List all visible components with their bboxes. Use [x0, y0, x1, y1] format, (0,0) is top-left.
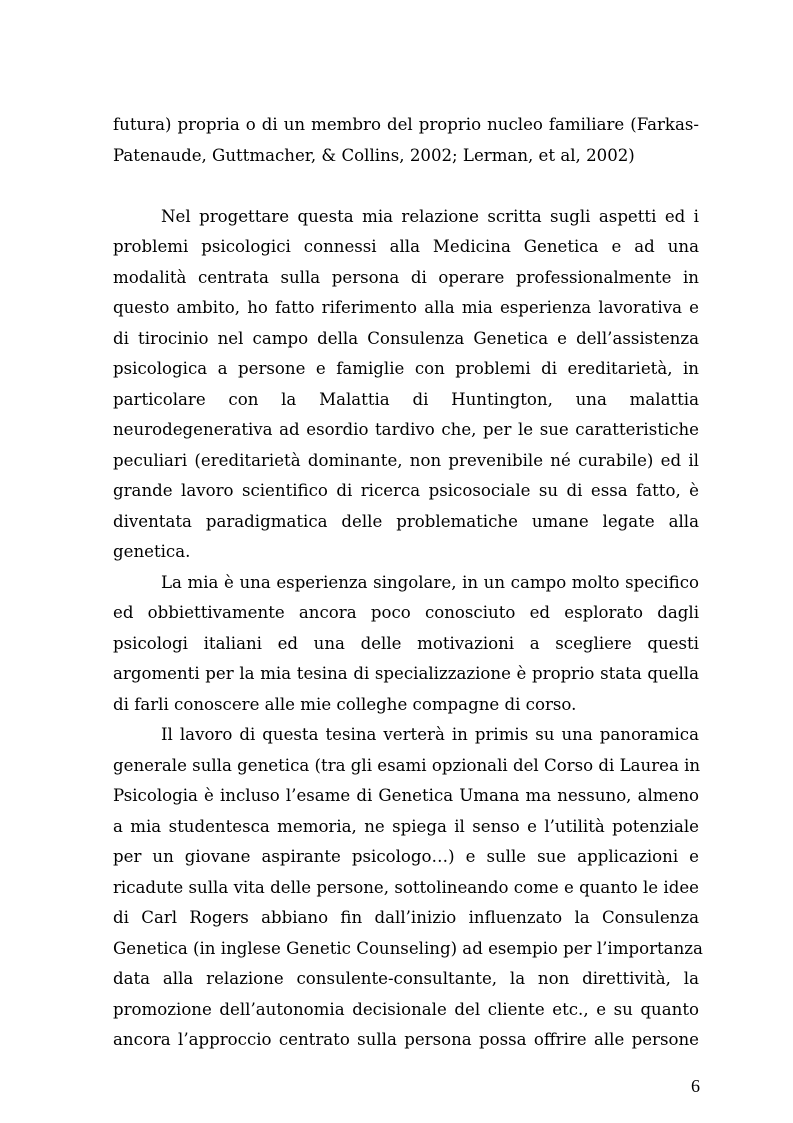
text-line: neurodegenerativa ad esordio tardivo che, per le sue caratteristiche	[113, 420, 699, 439]
paragraph-first-line: La mia è una esperienza singolare, in un campo molto specifico	[161, 573, 699, 592]
text-line: argomenti per la mia tesina di specializzazione è proprio stata quella	[113, 664, 699, 683]
text-line: ancora l’approccio centrato sulla persona possa offrire alle persone	[113, 1030, 699, 1049]
text-line: grande lavoro scientifico di ricerca psicosociale su di essa fatto, è	[113, 481, 699, 500]
text-line: ed obbiettivamente ancora poco conosciuto ed esplorato dagli	[113, 603, 699, 622]
text-line: psicologi italiani ed una delle motivazioni a scegliere questi	[113, 634, 699, 653]
text-line: Psicologia è incluso l’esame di Genetica Umana ma nessuno, almeno	[113, 786, 699, 805]
text-line: Patenaude, Guttmacher, & Collins, 2002; Lerman, et al, 2002)	[113, 146, 635, 165]
text-line: ricadute sulla vita delle persone, sottolineando come e quanto le idee	[113, 878, 699, 897]
text-line: di farli conoscere alle mie colleghe compagne di corso.	[113, 695, 577, 714]
text-line: problemi psicologici connessi alla Medicina Genetica e ad una	[113, 237, 699, 256]
text-line: particolare con la Malattia di Huntington, una malattia	[113, 390, 699, 409]
text-line: modalità centrata sulla persona di operare professionalmente in	[113, 268, 699, 287]
text-line: promozione dell’autonomia decisionale del cliente etc., e su quanto	[113, 1000, 699, 1019]
text-line: generale sulla genetica (tra gli esami opzionali del Corso di Laurea in	[113, 756, 701, 775]
text-line: a mia studentesca memoria, ne spiega il senso e l’utilità potenziale	[113, 817, 699, 836]
paragraph-first-line: Nel progettare questa mia relazione scritta sugli aspetti ed i	[161, 207, 699, 226]
text-line: questo ambito, ho fatto riferimento alla mia esperienza lavorativa e	[113, 298, 699, 317]
text-line: per un giovane aspirante psicologo…) e sulle sue applicazioni e	[113, 847, 699, 866]
text-line: genetica.	[113, 542, 191, 561]
text-line: di Carl Rogers abbiano fin dall’inizio influenzato la Consulenza	[113, 908, 699, 927]
text-line: peculiari (ereditarietà dominante, non prevenibile né curabile) ed il	[113, 451, 699, 470]
page-number: 6	[691, 1076, 700, 1096]
text-line: psicologica a persone e famiglie con problemi di ereditarietà, in	[113, 359, 699, 378]
text-line: data alla relazione consulente-consultante, la non direttività, la	[113, 969, 699, 988]
text-line: futura) propria o di un membro del proprio nucleo familiare (Farkas-	[113, 115, 699, 134]
paragraph-first-line: Il lavoro di questa tesina verterà in primis su una panoramica	[161, 725, 699, 744]
text-line: diventata paradigmatica delle problematiche umane legate alla	[113, 512, 699, 531]
text-line: di tirocinio nel campo della Consulenza Genetica e dell’assistenza	[113, 329, 699, 348]
text-line: Genetica (in inglese Genetic Counseling) ad esempio per l’importanza	[113, 939, 703, 958]
